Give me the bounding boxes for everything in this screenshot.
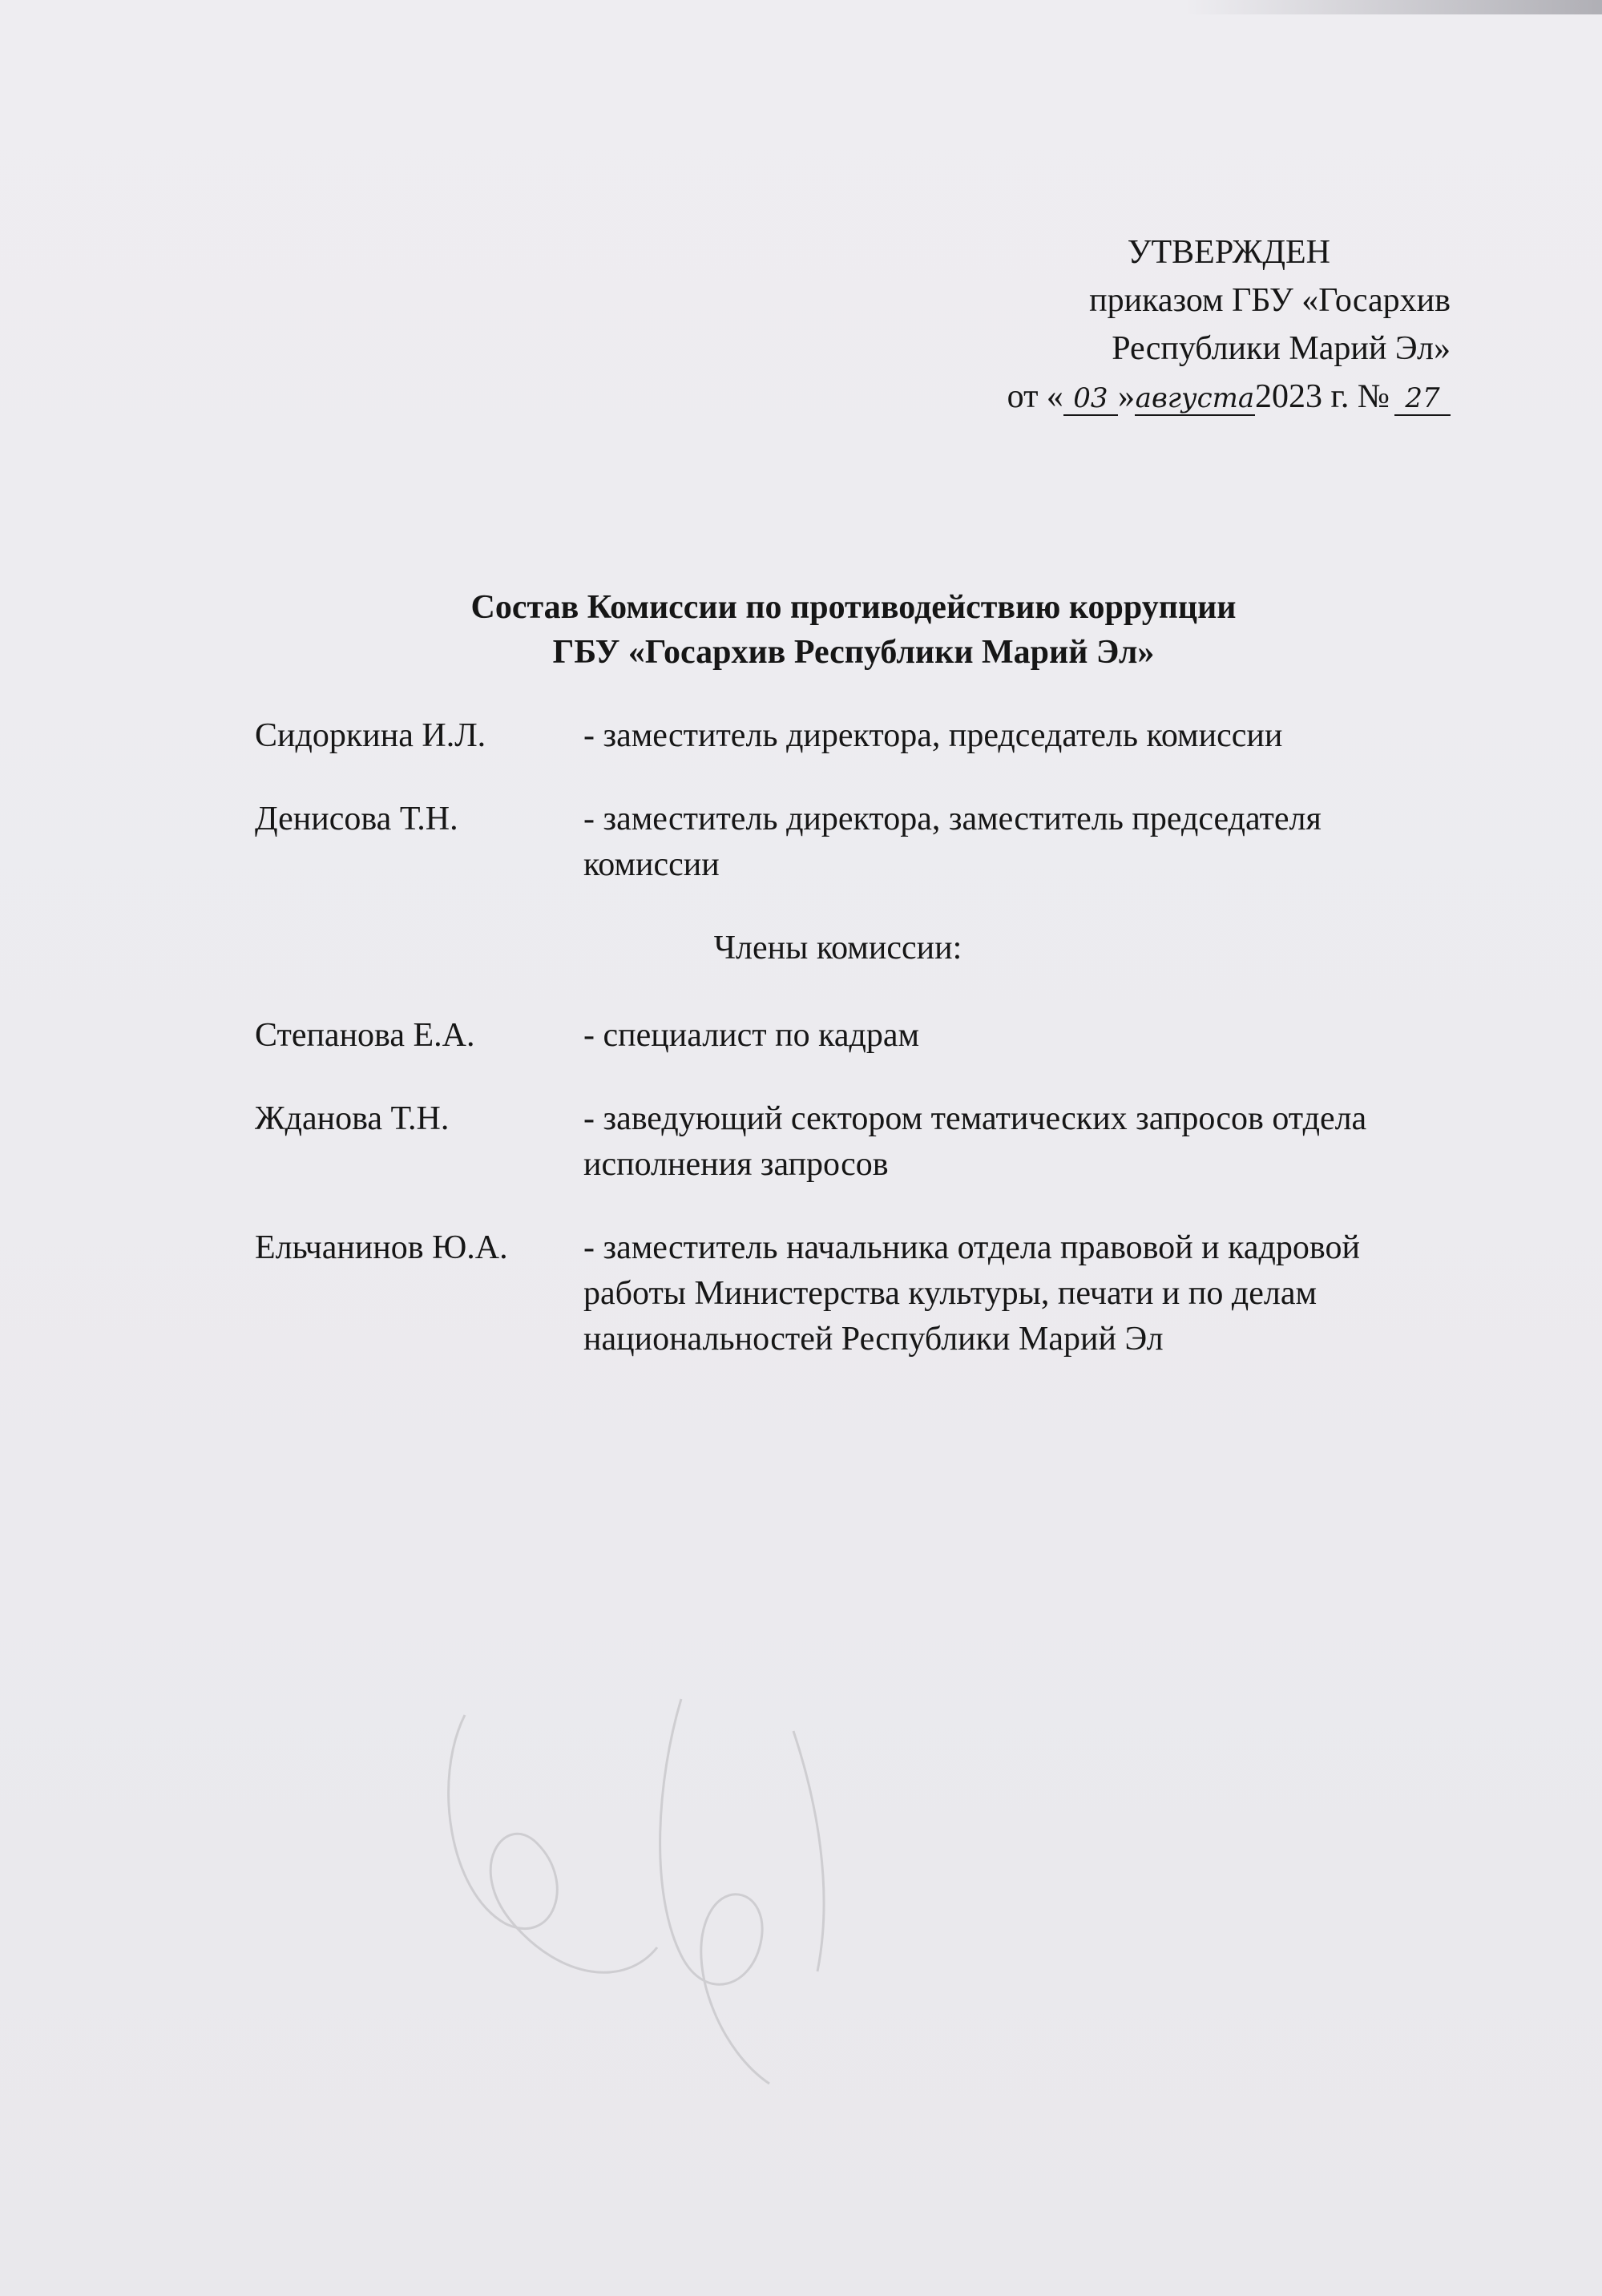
approval-date-line [946,373,1451,421]
title-line-2: ГБУ «Госархив Республики Марий Эл» [552,634,1155,671]
date-mid: » [1117,378,1135,415]
roster-row [255,1225,1457,1362]
roster-row [255,1013,1457,1059]
date-year: 2023 г. № [1254,378,1390,415]
member-role: - заместитель директора, заместитель председателя комиссии [583,801,1322,883]
approval-heading: УТВЕРЖДЕН [1127,234,1330,271]
approval-line-1: приказом ГБУ «Госархив [1089,282,1451,319]
faint-signature-bleedthrough [417,1683,914,2100]
member-name: Степанова Е.А. [255,1017,475,1054]
member-role: - заведующий сектором тематических запросов отдела исполнения запросов [583,1100,1367,1183]
title-line-1: Состав Комиссии по противодействию коррупции [470,589,1237,626]
member-name: Денисова Т.Н. [255,801,458,837]
member-name: Ельчанинов Ю.А. [255,1229,508,1266]
roster-row [255,1096,1457,1188]
member-name: Сидоркина И.Л. [255,717,486,754]
member-role: - специалист по кадрам [583,1017,920,1054]
date-month-handwritten: августа [1135,382,1255,414]
date-prefix: от « [1007,378,1063,415]
member-role: - заместитель начальника отдела правовой и кадровой работы Министерства культуры, печати и по делам национальностей Республики Марий Эл [583,1229,1360,1358]
roster-row [255,713,1457,759]
date-day-handwritten: 03 [1063,382,1118,416]
order-number-handwritten: 27 [1394,382,1451,416]
member-name: Жданова Т.Н. [255,1100,450,1137]
roster-row [255,797,1457,888]
document-title [369,585,1338,675]
page-edge-shadow [1185,0,1602,14]
members-heading: Члены комиссии: [713,930,962,966]
member-role: - заместитель директора, председатель комиссии [583,717,1283,754]
approval-line-2: Республики Марий Эл» [1112,330,1451,367]
commission-roster [255,713,1457,1400]
approval-block [946,228,1451,421]
